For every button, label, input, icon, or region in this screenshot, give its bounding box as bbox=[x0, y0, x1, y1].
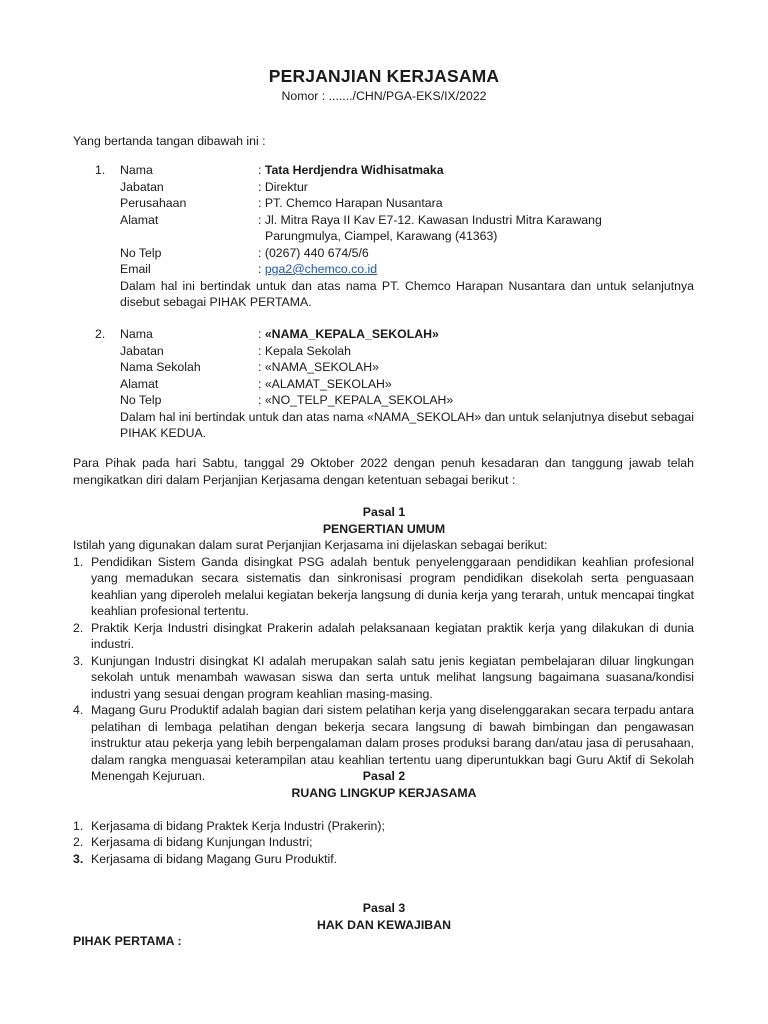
pasal-1-list bbox=[73, 554, 694, 785]
field-label: No Telp bbox=[120, 393, 162, 407]
party-1-jabatan: Direktur bbox=[264, 179, 308, 194]
pasal-3-subheading: PIHAK PERTAMA : bbox=[73, 934, 182, 948]
party-2-number: 2. bbox=[95, 327, 106, 341]
field-label: Nama bbox=[120, 163, 153, 177]
party-2-name: «NAMA_KEPALA_SEKOLAH» bbox=[264, 327, 439, 341]
list-item: 2. Praktik Kerja Industri disingkat Prakerin adalah pelaksanaan kegiatan praktik kerja yang dilakukan di dunia industri. bbox=[73, 620, 694, 651]
party-1-row-alamat-2 bbox=[0, 228, 768, 245]
party-1-number: 1. bbox=[95, 163, 106, 177]
party-1-telp: (0267) 440 674/5/6 bbox=[264, 245, 369, 260]
list-item: 4. Magang Guru Produktif adalah bagian dari sistem pelatihan kerja yang diselenggarakan secara terpadu antara pelatihan di lembaga pelatihan dengan bekerja secara langsung di bawah bimbingan dan pengawasan instruktur atau pekerja yang lebih berpengalaman dalam proses produksi barang dan/atau jasa di perusahaan, dalam rangka menguasai keterampilan atau keahlian tertentu uang diperuntukkan bagi Guru Aktif di Sekolah Menengah Kejuruan. bbox=[73, 703, 694, 783]
field-label: Jabatan bbox=[120, 343, 164, 358]
party-1-name: Tata Herdjendra Widhisatmaka bbox=[264, 163, 444, 177]
field-label: Perusahaan bbox=[120, 196, 187, 210]
email-link[interactable]: pga2@chemco.co.id bbox=[264, 262, 378, 276]
field-label: Nama bbox=[120, 327, 153, 341]
party-2-row-alamat: Alamat : «ALAMAT_SEKOLAH» bbox=[120, 376, 392, 391]
pasal-2-list bbox=[73, 818, 694, 868]
party-1-row-jabatan: Jabatan : Direktur bbox=[120, 179, 308, 194]
list-item: 1. Pendidikan Sistem Ganda disingkat PSG adalah bentuk penyelenggaraan pendidikan keahlian profesional yang memadukan secara sistematis dan sinkronisasi program pendidikan disekolah serta penguasaan keahlian yang diperoleh melalui kegiatan bekerja langsung di dunia kerja yang terarah, untuk mencapai tingkat keahlian profesional tertentu. bbox=[73, 554, 694, 618]
party-1-alamat: Jl. Mitra Raya II Kav E7-12. Kawasan Industri Mitra Karawang bbox=[264, 212, 602, 227]
list-item: 3. Kunjungan Industri disingkat KI adalah merupakan salah satu jenis kegiatan pembelajaran diluar lingkungan sekolah untuk menambah wawasan siswa dan serta untuk melihat langsung bagaimana suasana/kondisi industri yang sesuai dengan program keahlian masing-masing. bbox=[73, 653, 694, 701]
pasal-1-label: Pasal 1 bbox=[362, 505, 406, 519]
party-1-alamat-line-2: Parungmulya, Ciampel, Karawang (41363) bbox=[265, 229, 498, 243]
party-2-row-name: 2. Nama : «NAMA_KEPALA_SEKOLAH» bbox=[95, 327, 439, 341]
pasal-1-heading: PENGERTIAN UMUM bbox=[322, 521, 446, 536]
field-label: Nama Sekolah bbox=[120, 360, 201, 374]
party-2-statement: Dalam hal ini bertindak untuk dan atas nama «NAMA_SEKOLAH» dan untuk selanjutnya disebut sebagai PIHAK KEDUA. bbox=[120, 409, 694, 440]
list-item: 2. Kerjasama di bidang Kunjungan Industri; bbox=[73, 835, 313, 849]
field-label: Alamat bbox=[120, 212, 159, 227]
list-item: 3. Kerjasama di bidang Magang Guru Produktif. bbox=[73, 851, 338, 866]
party-1-row-alamat: Alamat : Jl. Mitra Raya II Kav E7-12. Kawasan Industri Mitra Karawang bbox=[120, 212, 602, 227]
field-label: Alamat bbox=[120, 376, 159, 391]
party-1-statement: Dalam hal ini bertindak untuk dan atas nama PT. Chemco Harapan Nusantara dan untuk selanjutnya disebut sebagai PIHAK PERTAMA. bbox=[120, 278, 694, 309]
intro-text: Yang bertanda tangan dibawah ini : bbox=[73, 134, 266, 148]
party-2-jabatan: Kepala Sekolah bbox=[264, 343, 351, 358]
field-label: Email bbox=[120, 262, 151, 276]
pasal-3-heading: HAK DAN KEWAJIBAN bbox=[317, 917, 451, 932]
field-label: No Telp bbox=[120, 245, 162, 260]
pasal-2-label: Pasal 2 bbox=[362, 769, 406, 783]
document-number: Nomor : ......./CHN/PGA-EKS/IX/2022 bbox=[281, 89, 487, 103]
party-1-row-name: 1. Nama : Tata Herdjendra Widhisatmaka bbox=[95, 163, 444, 177]
para-pihak-paragraph: Para Pihak pada hari Sabtu, tanggal 29 Oktober 2022 dengan penuh kesadaran dan tanggung jawab telah mengikatkan diri dalam Perjanjian Kerjasama dengan ketentuan sebagai berikut : bbox=[73, 456, 694, 487]
party-2-telp: «NO_TELP_KEPALA_SEKOLAH» bbox=[264, 393, 454, 407]
party-1-row-perusahaan: Perusahaan : PT. Chemco Harapan Nusantara bbox=[120, 196, 443, 210]
party-2-sekolah: «NAMA_SEKOLAH» bbox=[264, 360, 379, 374]
party-2-row-sekolah: Nama Sekolah : «NAMA_SEKOLAH» bbox=[120, 360, 379, 374]
party-1-perusahaan: PT. Chemco Harapan Nusantara bbox=[264, 196, 443, 210]
party-2-row-jabatan: Jabatan : Kepala Sekolah bbox=[120, 343, 351, 358]
field-label: Jabatan bbox=[120, 179, 164, 194]
pasal-3-label: Pasal 3 bbox=[362, 901, 406, 915]
party-2-row-telp: No Telp : «NO_TELP_KEPALA_SEKOLAH» bbox=[120, 393, 454, 407]
document-title: PERJANJIAN KERJASAMA bbox=[268, 66, 500, 86]
party-1-row-telp: No Telp : (0267) 440 674/5/6 bbox=[120, 245, 369, 260]
party-2-alamat: «ALAMAT_SEKOLAH» bbox=[264, 376, 392, 391]
pasal-2-heading: RUANG LINGKUP KERJASAMA bbox=[291, 785, 477, 800]
pasal-1-intro: Istilah yang digunakan dalam surat Perjanjian Kerjasama ini dijelaskan sebagai berikut: bbox=[73, 538, 548, 552]
list-item: 1. Kerjasama di bidang Praktek Kerja Industri (Prakerin); bbox=[73, 818, 385, 833]
party-1-row-email: Email : pga2@chemco.co.id bbox=[120, 262, 378, 276]
